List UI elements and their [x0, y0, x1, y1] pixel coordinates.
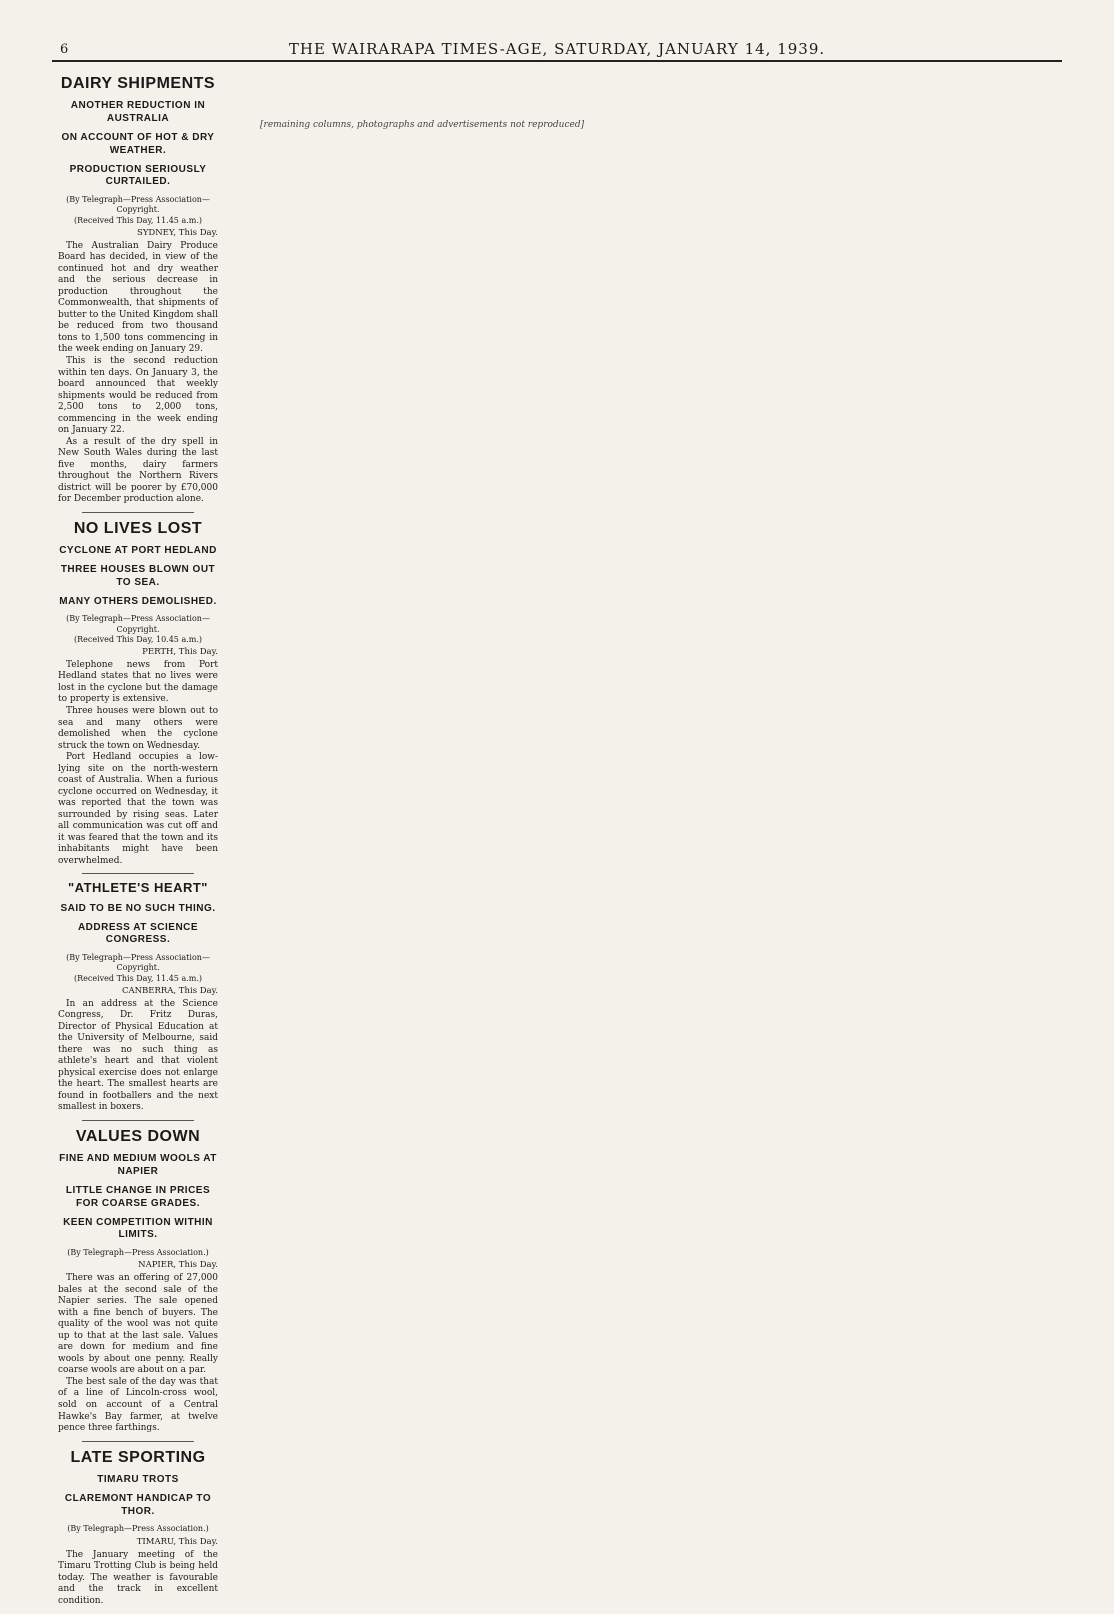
byline: (By Telegraph—Press Association.) — [67, 1248, 209, 1258]
paragraph: This is the second reduction within ten days. On January 3, the board announced that weekly shipments would be reduced from 2,500 tons to 2,000 tons, commencing in the week ending on January 22. — [58, 355, 218, 436]
byline: (By Telegraph—Press Association—Copyright. — [66, 614, 210, 634]
received-time: (Received This Day, 11.45 a.m.) — [74, 215, 202, 225]
dateline: PERTH, This Day. — [142, 647, 218, 658]
subheadline: FINE AND MEDIUM WOOLS AT NAPIER — [59, 1153, 217, 1178]
headline: LATE SPORTING — [70, 1448, 206, 1466]
byline: (By Telegraph—Press Association.) — [67, 1524, 209, 1534]
newspaper-title: THE WAIRARAPA TIMES-AGE, SATURDAY, JANUARY 14, 1939. — [288, 40, 826, 58]
page-number: 6 — [60, 42, 69, 57]
article-dairy-shipments — [58, 74, 218, 506]
received-time: (Received This Day, 10.45 a.m.) — [74, 634, 202, 644]
partial-note: [remaining columns, photographs and advertisements not reproduced] — [260, 120, 585, 130]
subheadline: ON ACCOUNT OF HOT & DRY WEATHER. — [61, 132, 215, 156]
divider — [82, 873, 194, 874]
paragraph: The January meeting of the Timaru Trotting Club is being held today. The weather is favourable and the track in excellent condition. — [58, 1549, 218, 1606]
subheadline: SAID TO BE NO SUCH THING. — [60, 902, 216, 914]
subheadline: CLAREMONT HANDICAP TO THOR. — [64, 1492, 212, 1517]
paragraph: The Australian Dairy Produce Board has decided, in view of the continued hot and dry weather and the serious decrease in production throughout the Commonwealth, that shipments of butter to the United Kingdom shall be reduced from two thousand tons to 1,500 tons commencing in the week ending on January 29. — [58, 240, 218, 355]
subheadline: PRODUCTION SERIOUSLY CURTAILED. — [69, 163, 207, 188]
column-1 — [58, 68, 218, 1607]
subheadline: ANOTHER REDUCTION IN AUSTRALIA — [70, 100, 206, 125]
dateline: NAPIER, This Day. — [138, 1260, 218, 1271]
paragraph: Telephone news from Port Hedland states that no lives were lost in the cyclone but the damage to property is extensive. — [58, 659, 218, 705]
article-values-down — [58, 1127, 218, 1435]
subheadline: KEEN COMPETITION WITHIN LIMITS. — [63, 1216, 213, 1241]
paragraph: The best sale of the day was that of a line of Lincoln-cross wool, sold on account of a Central Hawke's Bay farmer, at twelve pence three farthings. — [58, 1376, 218, 1434]
headline: "ATHLETE'S HEART" — [68, 880, 208, 896]
divider — [82, 1441, 194, 1442]
paragraph: As a result of the dry spell in New South Wales during the last five months, dairy farmers throughout the Northern Rivers district will be poorer by £70,000 for December production alone. — [58, 436, 218, 505]
headline: NO LIVES LOST — [73, 519, 203, 537]
article-late-sporting — [58, 1448, 218, 1608]
dateline: SYDNEY, This Day. — [137, 227, 218, 238]
masthead — [52, 36, 1062, 62]
dateline: TIMARU, This Day. — [136, 1536, 218, 1547]
dateline: CANBERRA, This Day. — [121, 985, 218, 996]
article-athletes-heart — [58, 880, 218, 1114]
divider — [82, 1120, 194, 1121]
paragraph: Three houses were blown out to sea and many others were demolished when the cyclone struck the town on Wednesday. — [58, 705, 218, 751]
subheadline: ADDRESS AT SCIENCE CONGRESS. — [77, 921, 199, 946]
paragraph: In an address at the Science Congress, Dr. Fritz Duras, Director of Physical Education at the University of Melbourne, said there was no such thing as athlete's heart and that violent physical exercise does not enlarge the heart. The smallest hearts are found in footballers and the next smallest in boxers. — [58, 998, 218, 1113]
headline: VALUES DOWN — [75, 1127, 201, 1145]
subheadline: LITTLE CHANGE IN PRICES FOR COARSE GRADES. — [65, 1185, 211, 1209]
article-no-lives-lost — [58, 519, 218, 868]
headline: DAIRY SHIPMENTS — [60, 75, 216, 92]
subheadline: TIMARU TROTS — [97, 1474, 179, 1485]
byline: (By Telegraph—Press Association—Copyright. — [66, 195, 210, 215]
paragraph: Port Hedland occupies a low-lying site on the north-western coast of Australia. When a furious cyclone occurred on Wednesday, it was reported that the town was surrounded by rising seas. Later all communication was cut off and it was feared that the town and its inhabitants might have been overwhelmed. — [58, 752, 218, 866]
subheadline: THREE HOUSES BLOWN OUT TO SEA. — [60, 563, 216, 588]
paragraph: There was an offering of 27,000 bales at the second sale of the Napier series. The sale opened with a fine bench of buyers. The quality of the wool was not quite up to that at the last sale. Values are down for medium and fine wools by about one penny. Really coarse wools are about on a par. — [58, 1273, 218, 1376]
subheadline: CYCLONE AT PORT HEDLAND — [59, 545, 217, 557]
received-time: (Received This Day, 11.45 a.m.) — [74, 973, 202, 983]
byline: (By Telegraph—Press Association—Copyright. — [66, 953, 210, 973]
divider — [82, 512, 194, 513]
subheadline: MANY OTHERS DEMOLISHED. — [59, 595, 217, 607]
